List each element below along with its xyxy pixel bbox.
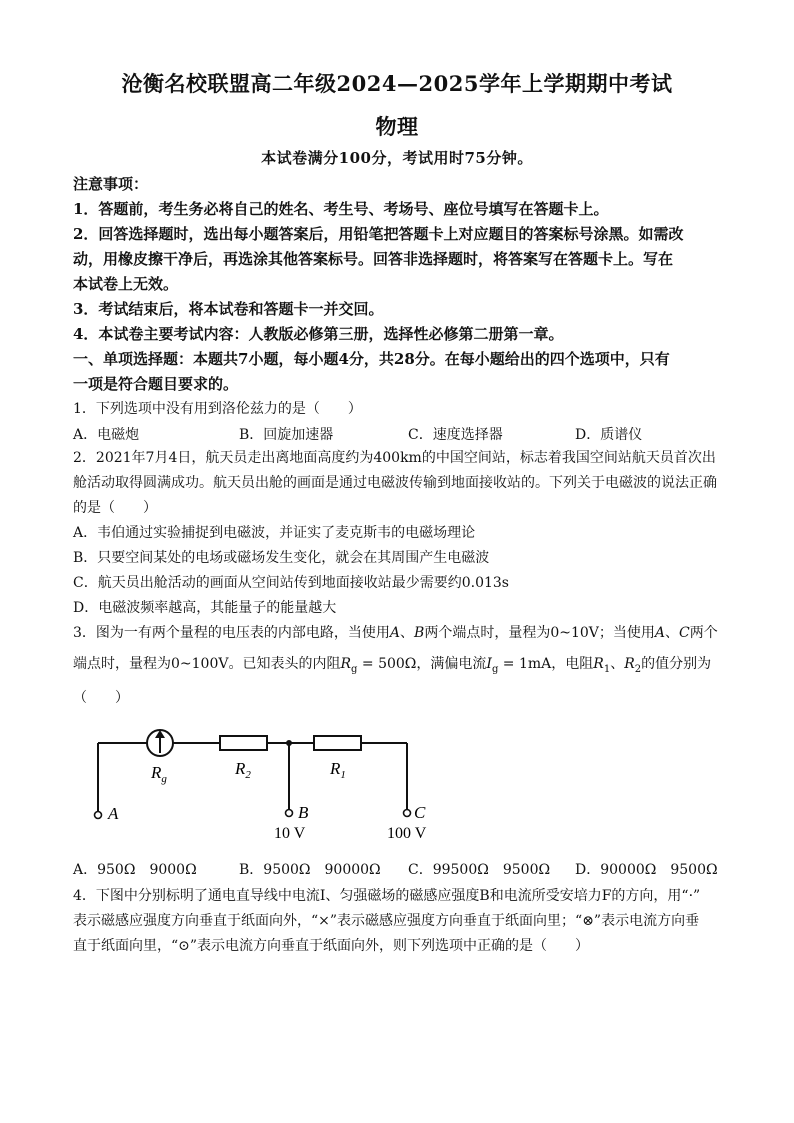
exam-info: 本试卷满分100分，考试用时75分钟。 [261, 149, 533, 167]
option-d: D．90000Ω 9500Ω [575, 862, 718, 878]
exam-title: 沧衡名校联盟高二年级2024—2025学年上学期期中考试 [121, 71, 673, 96]
question-3-stem: 端点时，量程为0~100V。已知表头的内阻$R_g = 500\Omega$，满偏电流$I_g = 1mA$，电阻$R_1$、$R_2$的值分别为 [73, 656, 712, 675]
question-4-stem: 4．下图中分别标明了通电直导线中电流I、匀强磁场的磁感应强度B和电流所受安培力F的方向，用“·” [73, 888, 701, 904]
question-2-stem: 舱活动取得圆满成功。航天员出舱的画面是通过电磁波传输到地面接收站的。下列关于电磁波的说法正确 [73, 475, 717, 491]
note-line: 本试卷上无效。 [73, 275, 179, 293]
question-3-stem: （ ） [73, 690, 129, 706]
question-2-stem: 2．2021年7月4日，航天员走出离地面高度约为400km的中国空间站，标志着我国空间站航天员首次出 [73, 450, 716, 466]
label-c: C [414, 803, 426, 822]
terminal-b [286, 810, 293, 817]
label-rg: $R_g$ [151, 763, 167, 785]
question-2-option-c: C．航天员出舱活动的画面从空间站传到地面接收站最少需要约0.013s [73, 575, 509, 591]
note-line: 1．答题前，考生务必将自己的姓名、考生号、考场号、座位号填写在答题卡上。 [73, 200, 609, 218]
label-100v: 100 V [387, 825, 427, 842]
section-heading: 一、单项选择题：本题共7小题，每小题4分，共28分。在每小题给出的四个选项中，只有 [73, 350, 670, 368]
question-3-stem: 3．图为一有两个量程的电压表的内部电路，当使用A、B两个端点时，量程为0~10V；当使用A、C两个 [73, 625, 718, 641]
notes-heading: 注意事项： [73, 175, 149, 193]
option-c: C．速度选择器 [408, 427, 503, 443]
option-a: A．950Ω 9000Ω [73, 862, 197, 878]
question-3-options [73, 859, 733, 881]
junction-dot [286, 740, 292, 746]
note-line: 动，用橡皮擦干净后，再选涂其他答案标号。回答非选择题时，将答案写在答题卡上。写在 [73, 250, 674, 268]
subject-title: 物理 [375, 114, 419, 139]
label-a: A [108, 804, 119, 823]
label-r1: $R_1$ [330, 759, 346, 781]
voltmeter-circuit-diagram [80, 722, 460, 847]
galvanometer-arrow-icon [155, 730, 165, 753]
terminal-c [404, 810, 411, 817]
note-line: 3．考试结束后，将本试卷和答题卡一并交回。 [73, 300, 384, 318]
option-a: A．电磁炮 [73, 427, 140, 443]
option-b: B．9500Ω 90000Ω [239, 862, 381, 878]
question-4-stem: 直于纸面向里，“⊙”表示电流方向垂直于纸面向外，则下列选项中正确的是（ ） [73, 938, 590, 954]
option-d: D．质谱仪 [575, 427, 643, 443]
section-heading-cont: 一项是符合题目要求的。 [73, 375, 239, 393]
question-1-options [73, 424, 733, 446]
question-2-stem: 的是（ ） [73, 500, 157, 516]
question-2-option-b: B．只要空间某处的电场或磁场发生变化，就会在其周围产生电磁波 [73, 550, 490, 566]
question-4-stem: 表示磁感应强度方向垂直于纸面向外，“×”表示磁感应强度方向垂直于纸面向里；“⊗”表示电流方向垂 [73, 913, 700, 929]
label-10v: 10 V [274, 825, 306, 842]
note-line: 2．回答选择题时，选出每小题答案后，用铅笔把答题卡上对应题目的答案标号涂黑。如需改 [73, 225, 684, 243]
label-r2: $R_2$ [235, 759, 251, 781]
note-line: 4．本试卷主要考试内容：人教版必修第三册，选择性必修第二册第一章。 [73, 325, 564, 343]
question-2-option-a: A．韦伯通过实验捕捉到电磁波，并证实了麦克斯韦的电磁场理论 [73, 525, 476, 541]
question-1-stem: 1．下列选项中没有用到洛伦兹力的是（ ） [73, 401, 362, 417]
terminal-a [95, 812, 102, 819]
label-b: B [298, 803, 309, 822]
option-b: B．回旋加速器 [239, 427, 334, 443]
question-2-option-d: D．电磁波频率越高，其能量子的能量越大 [73, 600, 337, 616]
option-c: C．99500Ω 9500Ω [408, 862, 551, 878]
